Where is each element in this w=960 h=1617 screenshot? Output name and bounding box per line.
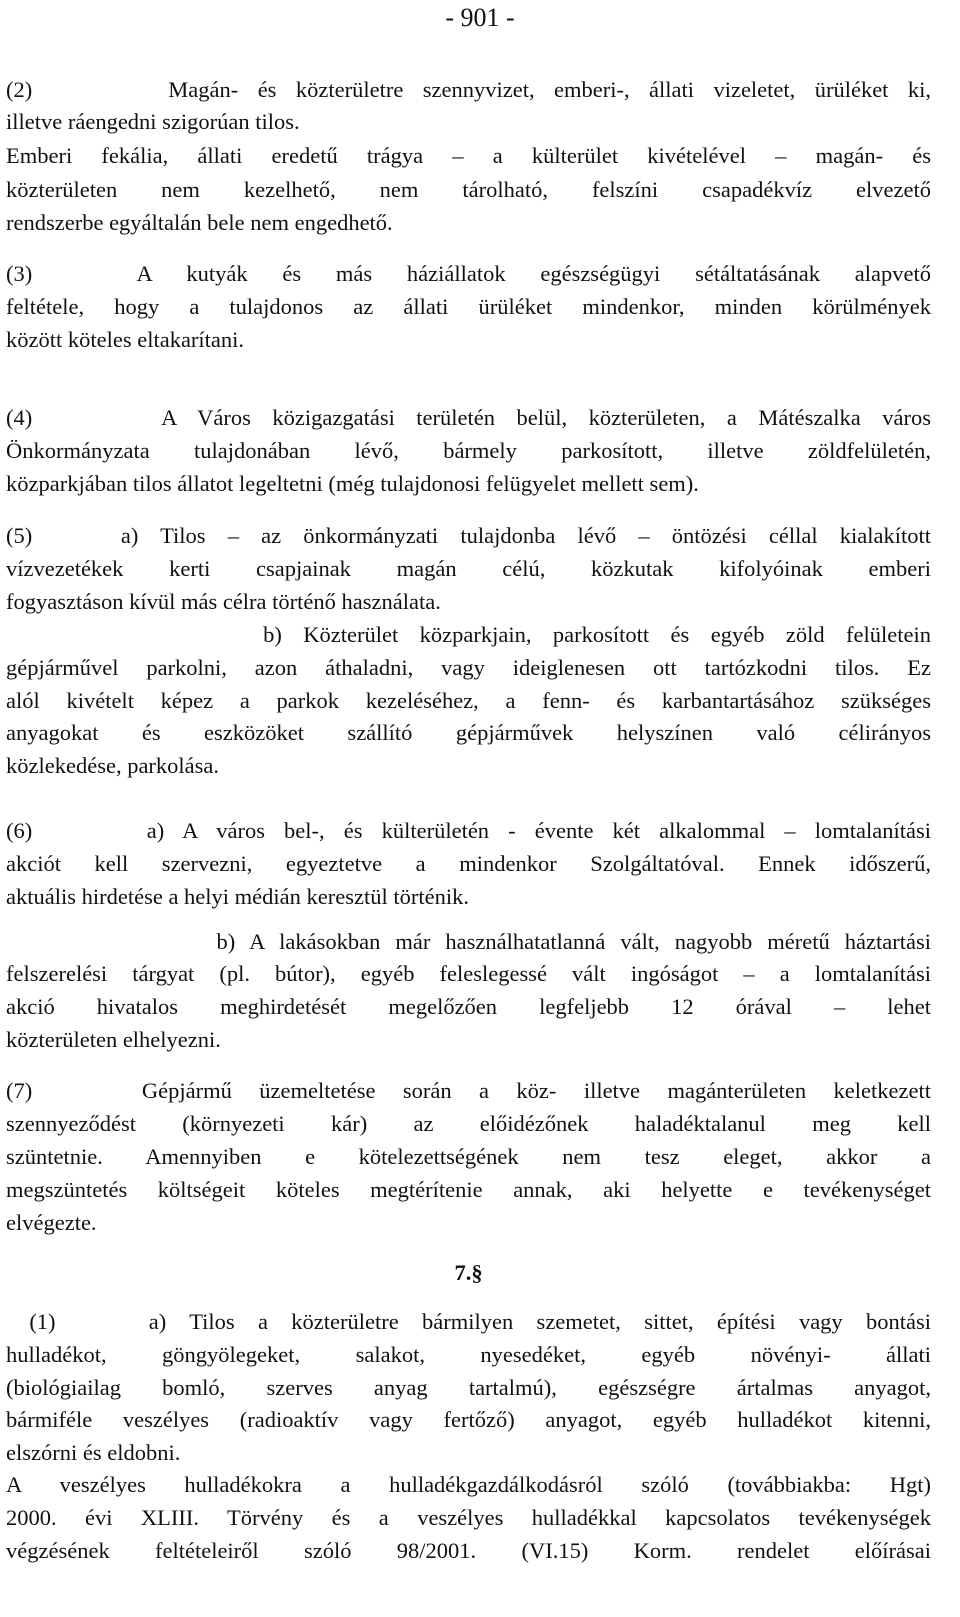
text-line: Emberi fekália, állati eredetű trágya – a külterület kivételével – magán- és — [6, 143, 931, 168]
text-line: (1) a) Tilos a közterületre bármilyen szemetet, sittet, építési vagy bontási — [6, 1309, 931, 1334]
text-line: akció hivatalos meghirdetését megelőzően legfeljebb 12 órával – lehet — [6, 994, 931, 1019]
text-line: felszerelési tárgyat (pl. bútor), egyéb feleslegessé vált ingóságot – a lomtalanítási — [6, 961, 931, 986]
text-line: végzésének feltételeiről szóló 98/2001. (VI.15) Korm. rendelet előírásai — [6, 1538, 931, 1563]
text-line: illetve ráengedni szigorúan tilos. — [6, 109, 300, 134]
text-line: feltétele, hogy a tulajdonos az állati ürüléket mindenkor, minden körülmények — [6, 294, 931, 319]
text-line: bármiféle veszélyes (radioaktív vagy fertőző) anyagot, egyéb hulladékot kitenni, — [6, 1407, 931, 1432]
text-line: b) Közterület közparkjain, parkosított és egyéb zöld felületein — [6, 622, 931, 647]
text-line: elszórni és eldobni. — [6, 1440, 181, 1465]
text-line: b) A lakásokban már használhatatlanná vált, nagyobb méretű háztartási — [6, 929, 931, 954]
section-heading: 7.§ — [454, 1260, 483, 1285]
text-line: szüntetnie. Amennyiben e kötelezettségének nem tesz eleget, akkor a — [6, 1144, 931, 1169]
text-line: közterületen nem kezelhető, nem tárolható, felszíni csapadékvíz elvezető — [6, 177, 931, 202]
text-line: Önkormányzata tulajdonában lévő, bármely parkosított, illetve zöldfelületén, — [6, 438, 931, 463]
text-line: (5) a) Tilos – az önkormányzati tulajdonba lévő – öntözési céllal kialakított — [6, 523, 931, 548]
text-line: 2000. évi XLIII. Törvény és a veszélyes hulladékkal kapcsolatos tevékenységek — [6, 1505, 931, 1530]
text-line: (2) Magán- és közterületre szennyvizet, emberi-, állati vizeletet, ürüléket ki, — [6, 77, 931, 102]
text-line: anyagokat és eszközöket szállító gépjárművek helyszínen való célirányos — [6, 720, 931, 745]
text-line: aktuális hirdetése a helyi médián keresztül történik. — [6, 884, 469, 909]
text-line: megszüntetés költségeit köteles megtérítenie annak, aki helyette e tevékenységet — [6, 1177, 931, 1202]
text-line: (6) a) A város bel-, és külterületén - évente két alkalommal – lomtalanítási — [6, 818, 931, 843]
text-line: vízvezetékek kerti csapjainak magán célú, közkutak kifolyóinak emberi — [6, 556, 931, 581]
text-line: között köteles eltakarítani. — [6, 327, 245, 352]
text-line: (biológiailag bomló, szerves anyag tartalmú), egészségre ártalmas anyagot, — [6, 1375, 931, 1400]
text-line: (3) A kutyák és más háziállatok egészségügyi sétáltatásának alapvető — [6, 261, 931, 286]
text-line: gépjárművel parkolni, azon áthaladni, vagy ideiglenesen ott tartózkodni tilos. Ez — [6, 655, 931, 680]
page-number: - 901 - — [445, 3, 515, 32]
text-line: fogyasztáson kívül más célra történő használata. — [6, 589, 441, 614]
text-line: szennyeződést (környezeti kár) az előidézőnek haladéktalanul meg kell — [6, 1111, 931, 1136]
text-line: közparkjában tilos állatot legeltetni (még tulajdonosi felügyelet mellett sem). — [6, 471, 699, 496]
text-line: (4) A Város közigazgatási területén belül, közterületen, a Mátészalka város — [6, 405, 931, 430]
text-line: elvégezte. — [6, 1210, 97, 1235]
text-line: akciót kell szervezni, egyeztetve a mindenkor Szolgáltatóval. Ennek időszerű, — [6, 851, 931, 876]
text-line: A veszélyes hulladékokra a hulladékgazdálkodásról szóló (továbbiakba: Hgt) — [6, 1472, 931, 1497]
text-line: közterületen elhelyezni. — [6, 1027, 221, 1052]
text-line: rendszerbe egyáltalán bele nem engedhető. — [6, 210, 393, 235]
text-line: közlekedése, parkolása. — [6, 753, 220, 778]
text-line: hulladékot, göngyölegeket, salakot, nyesedéket, egyéb növényi- állati — [6, 1342, 931, 1367]
text-line: (7) Gépjármű üzemeltetése során a köz- illetve magánterületen keletkezett — [6, 1078, 931, 1103]
text-line: alól kivételt képez a parkok kezeléséhez, a fenn- és karbantartásához szükséges — [6, 688, 931, 713]
